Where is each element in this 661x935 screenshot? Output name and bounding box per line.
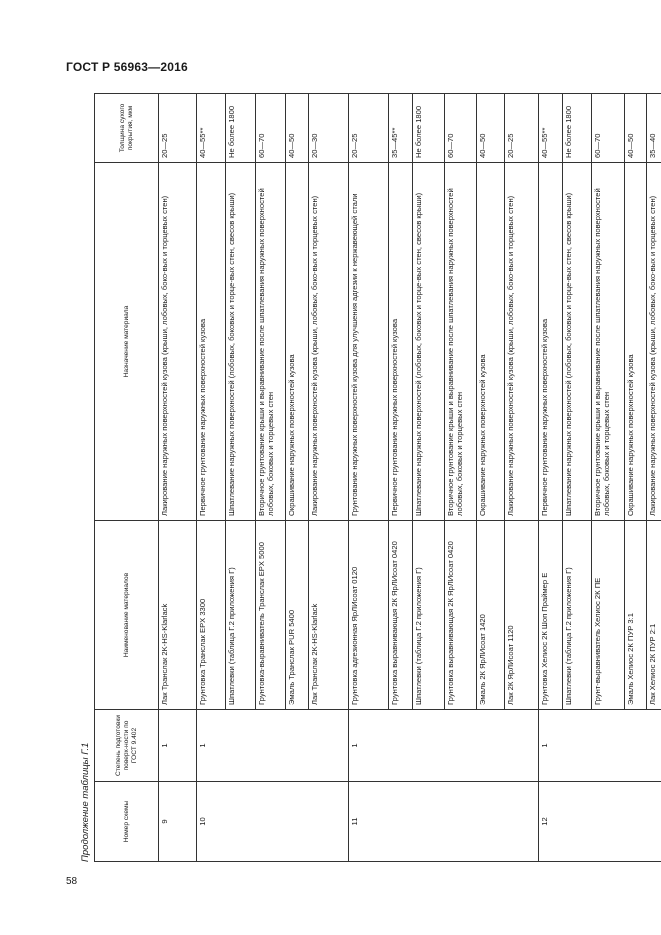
- material-cell: Грунтовка Хелиос 2К Шоп Праймер Е: [539, 521, 563, 710]
- purpose-cell: Лакирование наружных поверхностей кузова (крыши, лобовых, боко-вых и торцевых стен): [505, 163, 539, 521]
- material-cell: Эмаль 2К ЯрЛИсоат 1420: [477, 521, 505, 710]
- col-header-thickness: Толщина сухого покрытия, мкм: [95, 94, 159, 163]
- material-cell: Лак Транслак 2K-HS-Klarlack: [309, 521, 349, 710]
- degree-cell: 1: [349, 710, 539, 782]
- degree-cell: 1: [159, 710, 197, 782]
- standard-title: ГОСТ Р 56963—2016: [66, 60, 188, 74]
- purpose-cell: Вторичное грунтование крыши и выравнивание после шпатлевания наружных поверхностей лобовых, боковых и торцевых стен: [592, 163, 625, 521]
- purpose-cell: Шпатлевание наружных поверхностей (лобовых, боковых и торце-вых стен, свесов крыши): [563, 163, 592, 521]
- material-cell: Грунтовка-выравниватель Транслак EPX 5000: [256, 521, 286, 710]
- thickness-cell: 20—25: [505, 94, 539, 163]
- purpose-cell: Вторичное грунтование крыши и выравнивание после шпатлевания наружных поверхностей лобовых, боковых и торцевых стен: [256, 163, 286, 521]
- page-number: 58: [66, 876, 78, 887]
- col-header-degree: Степень подготовки поверх-ности по ГОСТ 9.402: [95, 710, 159, 782]
- material-cell: Грунт-выравниватель Хелиос 2К ПЕ: [592, 521, 625, 710]
- purpose-cell: Шпатлевание наружных поверхностей (лобовых, боковых и торце-вых стен, свесов крыши): [226, 163, 256, 521]
- thickness-cell: 40—55**: [539, 94, 563, 163]
- purpose-cell: Окрашивание наружных поверхностей кузова: [477, 163, 505, 521]
- degree-cell: 1: [197, 710, 349, 782]
- thickness-cell: 60—70: [592, 94, 625, 163]
- purpose-cell: Лакирование наружных поверхностей кузова (крыши, лобовых, боко-вых и торцевых стен): [159, 163, 197, 521]
- table-header-row: [95, 94, 159, 862]
- thickness-cell: 20—25: [349, 94, 389, 163]
- thickness-cell: 40—50: [477, 94, 505, 163]
- purpose-cell: Грунтование наружных поверхностей кузова для улучшения адгезии к нержавеющей стали: [349, 163, 389, 521]
- material-cell: Грунтовка выравнивающая 2К ЯрЛИсоат 0420: [389, 521, 413, 710]
- scheme-number-cell: 11: [349, 782, 539, 862]
- thickness-cell: Не более 1800: [563, 94, 592, 163]
- thickness-cell: 60—70: [256, 94, 286, 163]
- thickness-cell: 35—45**: [389, 94, 413, 163]
- material-cell: Шпатлевки (таблица Г.2 приложения Г): [226, 521, 256, 710]
- purpose-cell: Окрашивание наружных поверхностей кузова: [625, 163, 647, 521]
- table-row: [539, 94, 563, 862]
- purpose-cell: Первичное грунтование наружных поверхностей кузова: [197, 163, 226, 521]
- material-cell: Грунтовка Транслак EPX 3300: [197, 521, 226, 710]
- thickness-cell: Не более 1800: [413, 94, 445, 163]
- col-header-purpose: Назначение материала: [95, 163, 159, 521]
- material-cell: Лак Хелиос 2К ПУР 2:1: [647, 521, 661, 710]
- scheme-number-cell: 10: [197, 782, 349, 862]
- thickness-cell: 40—50: [286, 94, 309, 163]
- material-cell: Грунтовка адгезионная ЯрЛИсоат 0120: [349, 521, 389, 710]
- scheme-number-cell: 9: [159, 782, 197, 862]
- scheme-number-cell: 12: [539, 782, 661, 862]
- thickness-cell: 20—25: [159, 94, 197, 163]
- thickness-cell: 20—30: [309, 94, 349, 163]
- thickness-cell: 40—50: [625, 94, 647, 163]
- material-cell: Эмаль Хелиос 2К ПУР 3:1: [625, 521, 647, 710]
- col-header-scheme: Номер схемы: [95, 782, 159, 862]
- thickness-cell: Не более 1800: [226, 94, 256, 163]
- purpose-cell: Первичное грунтование наружных поверхностей кузова: [539, 163, 563, 521]
- material-cell: Шпатлевки (таблица Г.2 приложения Г): [563, 521, 592, 710]
- degree-cell: 1: [539, 710, 661, 782]
- purpose-cell: Лакирование наружных поверхностей кузова (крыши, лобовых, боко-вых и торцевых стен): [647, 163, 661, 521]
- thickness-cell: 35—40: [647, 94, 661, 163]
- purpose-cell: Окрашивание наружных поверхностей кузова: [286, 163, 309, 521]
- purpose-cell: Первичное грунтование наружных поверхностей кузова: [389, 163, 413, 521]
- table-row: [349, 94, 389, 862]
- materials-table: [94, 93, 661, 862]
- col-header-material: Наименование материалов: [95, 521, 159, 710]
- table-caption: Продолжение таблицы Г.1: [80, 742, 91, 862]
- purpose-cell: Лакирование наружных поверхностей кузова (крыши, лобовых, боко-вых и торцевых стен): [309, 163, 349, 521]
- table-row: [159, 94, 197, 862]
- table-row: [197, 94, 226, 862]
- material-cell: Грунтовка выравнивающая 2К ЯрЛИсоат 0420: [445, 521, 477, 710]
- thickness-cell: 40—55**: [197, 94, 226, 163]
- thickness-cell: 60—70: [445, 94, 477, 163]
- purpose-cell: Вторичное грунтование крыши и выравнивание после шпатлевания наружных поверхностей лобовых, боковых и торцевых стен: [445, 163, 477, 521]
- material-cell: Лак 2К ЯрЛИсоат 1120: [505, 521, 539, 710]
- material-cell: Лак Транслак 2K-HS-Klarlack: [159, 521, 197, 710]
- rotated-table-area: [80, 94, 657, 862]
- purpose-cell: Шпатлевание наружных поверхностей (лобовых, боковых и торце-вых стен, свесов крыши): [413, 163, 445, 521]
- material-cell: Шпатлевки (таблица Г.2 приложения Г): [413, 521, 445, 710]
- material-cell: Эмаль Транслак PUR 5400: [286, 521, 309, 710]
